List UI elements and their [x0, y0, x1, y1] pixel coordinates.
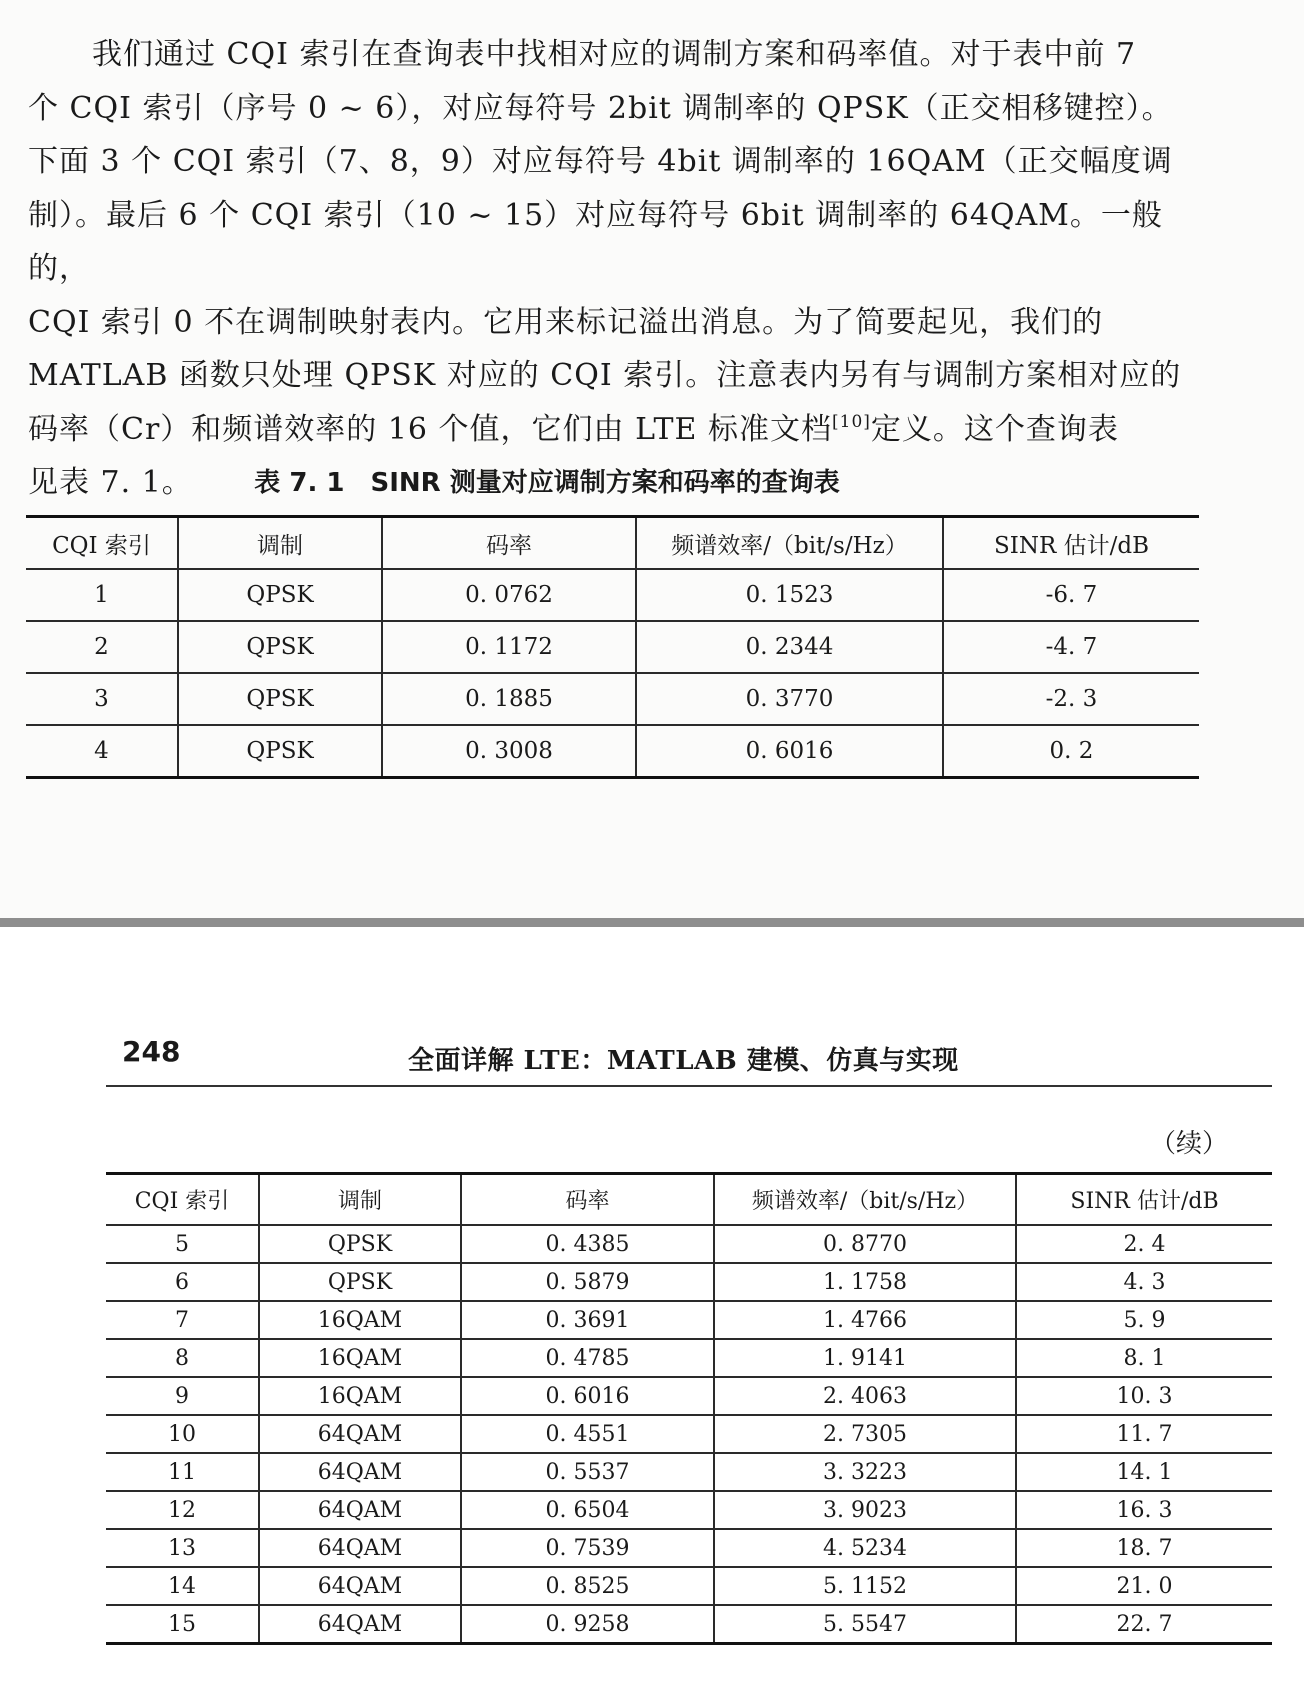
- paragraph-line: [28, 403, 1200, 457]
- cell-code-rate: 0. 4785: [461, 1339, 714, 1377]
- cell-spectral-efficiency: 4. 5234: [714, 1529, 1016, 1567]
- cell-spectral-efficiency: 0. 1523: [636, 569, 943, 621]
- cell-sinr: 2. 4: [1016, 1225, 1272, 1263]
- cell-sinr: 8. 1: [1016, 1339, 1272, 1377]
- cell-cqi: 11: [106, 1453, 259, 1491]
- cell-cqi: 8: [106, 1339, 259, 1377]
- cell-spectral-efficiency: 1. 4766: [714, 1301, 1016, 1339]
- table-row: [106, 1301, 1272, 1339]
- table-row: [106, 1339, 1272, 1377]
- cell-code-rate: 0. 8525: [461, 1567, 714, 1605]
- paragraph-line: 下面 3 个 CQI 索引（7、8，9）对应每符号 4bit 调制率的 16QAM（正交幅度调: [28, 144, 1173, 179]
- cell-cqi: 5: [106, 1225, 259, 1263]
- cqi-table-part2: [106, 1172, 1272, 1645]
- cell-modulation: QPSK: [259, 1225, 461, 1263]
- cell-sinr: 21. 0: [1016, 1567, 1272, 1605]
- cell-code-rate: 0. 7539: [461, 1529, 714, 1567]
- cell-sinr: 0. 2: [943, 725, 1199, 778]
- cell-spectral-efficiency: 2. 7305: [714, 1415, 1016, 1453]
- cell-sinr: 16. 3: [1016, 1491, 1272, 1529]
- cell-sinr: -4. 7: [943, 621, 1199, 673]
- cell-sinr: 18. 7: [1016, 1529, 1272, 1567]
- cell-spectral-efficiency: 1. 9141: [714, 1339, 1016, 1377]
- cell-cqi: 15: [106, 1605, 259, 1644]
- cell-spectral-efficiency: 3. 9023: [714, 1491, 1016, 1529]
- paragraph-line: 个 CQI 索引（序号 0 ~ 6），对应每符号 2bit 调制率的 QPSK（正交相移键控）。: [28, 90, 1173, 126]
- col-header-modulation: 调制: [178, 517, 382, 570]
- col-header-code-rate: 码率: [382, 517, 636, 570]
- cell-spectral-efficiency: 0. 2344: [636, 621, 943, 673]
- cqi-table-part1: [26, 515, 1199, 779]
- cell-modulation: 16QAM: [259, 1339, 461, 1377]
- cell-spectral-efficiency: 0. 8770: [714, 1225, 1016, 1263]
- paragraph-line: 制）。最后 6 个 CQI 索引（10 ~ 15）对应每符号 6bit 调制率的 64QAM。一般的，: [28, 197, 1163, 286]
- table-row: [106, 1453, 1272, 1491]
- cell-spectral-efficiency: 3. 3223: [714, 1453, 1016, 1491]
- table-caption: [0, 462, 1304, 499]
- col-header-sinr: SINR 估计/dB: [1016, 1174, 1272, 1226]
- cell-code-rate: 0. 6504: [461, 1491, 714, 1529]
- paragraph-text: 码率（Cr）和频谱效率的 16 个值，它们由 LTE 标准文档: [28, 411, 832, 447]
- cell-cqi: 10: [106, 1415, 259, 1453]
- cell-modulation: QPSK: [178, 621, 382, 673]
- col-header-spectral-efficiency: 频谱效率/（bit/s/Hz）: [714, 1174, 1016, 1226]
- cell-code-rate: 0. 3008: [382, 725, 636, 778]
- cell-spectral-efficiency: 0. 3770: [636, 673, 943, 725]
- cell-spectral-efficiency: 5. 1152: [714, 1567, 1016, 1605]
- cell-modulation: QPSK: [178, 569, 382, 621]
- cell-code-rate: 0. 6016: [461, 1377, 714, 1415]
- table-row: [106, 1225, 1272, 1263]
- col-header-spectral-efficiency: 频谱效率/（bit/s/Hz）: [636, 517, 943, 570]
- cell-code-rate: 0. 3691: [461, 1301, 714, 1339]
- table-header-row: [26, 517, 1199, 570]
- cell-modulation: 16QAM: [259, 1377, 461, 1415]
- cell-modulation: 64QAM: [259, 1529, 461, 1567]
- table-row: [26, 725, 1199, 778]
- running-head: 全面详解 LTE：MATLAB 建模、仿真与实现: [408, 1046, 959, 1076]
- cell-sinr: 11. 7: [1016, 1415, 1272, 1453]
- table-row: [106, 1263, 1272, 1301]
- cell-code-rate: 0. 4385: [461, 1225, 714, 1263]
- header-rule: [106, 1085, 1272, 1087]
- table-title: SINR 测量对应调制方案和码率的查询表: [370, 468, 840, 498]
- table-row: [26, 673, 1199, 725]
- cell-cqi: 12: [106, 1491, 259, 1529]
- table-row: [26, 621, 1199, 673]
- cell-modulation: QPSK: [178, 673, 382, 725]
- paragraph-line: CQI 索引 0 不在调制映射表内。它用来标记溢出消息。为了简要起见，我们的: [28, 304, 1104, 340]
- cell-spectral-efficiency: 0. 6016: [636, 725, 943, 778]
- cell-code-rate: 0. 5879: [461, 1263, 714, 1301]
- cell-cqi: 2: [26, 621, 178, 673]
- cell-spectral-efficiency: 2. 4063: [714, 1377, 1016, 1415]
- page-divider: [0, 918, 1304, 927]
- table-row: [106, 1605, 1272, 1644]
- cell-modulation: 64QAM: [259, 1491, 461, 1529]
- cell-cqi: 1: [26, 569, 178, 621]
- cell-code-rate: 0. 1885: [382, 673, 636, 725]
- cell-cqi: 9: [106, 1377, 259, 1415]
- table-row: [106, 1529, 1272, 1567]
- table-header-row: [106, 1174, 1272, 1226]
- cell-sinr: -2. 3: [943, 673, 1199, 725]
- cell-sinr: 10. 3: [1016, 1377, 1272, 1415]
- cell-code-rate: 0. 5537: [461, 1453, 714, 1491]
- cell-code-rate: 0. 0762: [382, 569, 636, 621]
- page-number: 248: [122, 1035, 181, 1068]
- table-row: [106, 1377, 1272, 1415]
- cell-sinr: -6. 7: [943, 569, 1199, 621]
- cell-modulation: 64QAM: [259, 1453, 461, 1491]
- cell-cqi: 6: [106, 1263, 259, 1301]
- body-paragraph: [28, 28, 1200, 510]
- table-row: [26, 569, 1199, 621]
- paragraph-line: MATLAB 函数只处理 QPSK 对应的 CQI 索引。注意表内另有与调制方案相对应的: [28, 358, 1182, 393]
- col-header-sinr: SINR 估计/dB: [943, 517, 1199, 570]
- cell-sinr: 4. 3: [1016, 1263, 1272, 1301]
- col-header-cqi: CQI 索引: [106, 1174, 259, 1226]
- cell-code-rate: 0. 1172: [382, 621, 636, 673]
- cell-cqi: 13: [106, 1529, 259, 1567]
- cell-modulation: QPSK: [259, 1263, 461, 1301]
- table-row: [106, 1567, 1272, 1605]
- cell-sinr: 5. 9: [1016, 1301, 1272, 1339]
- cell-cqi: 3: [26, 673, 178, 725]
- cell-spectral-efficiency: 5. 5547: [714, 1605, 1016, 1644]
- col-header-code-rate: 码率: [461, 1174, 714, 1226]
- col-header-modulation: 调制: [259, 1174, 461, 1226]
- cell-modulation: 64QAM: [259, 1567, 461, 1605]
- cell-spectral-efficiency: 1. 1758: [714, 1263, 1016, 1301]
- cell-cqi: 7: [106, 1301, 259, 1339]
- citation-reference: [10]: [832, 411, 871, 432]
- cell-code-rate: 0. 4551: [461, 1415, 714, 1453]
- cell-modulation: 64QAM: [259, 1605, 461, 1644]
- paragraph-line: 我们通过 CQI 索引在查询表中找相对应的调制方案和码率值。对于表中前 7: [92, 37, 1137, 72]
- cell-modulation: 16QAM: [259, 1301, 461, 1339]
- cell-cqi: 4: [26, 725, 178, 778]
- cell-sinr: 22. 7: [1016, 1605, 1272, 1644]
- cell-modulation: 64QAM: [259, 1415, 461, 1453]
- cell-code-rate: 0. 9258: [461, 1605, 714, 1644]
- cell-cqi: 14: [106, 1567, 259, 1605]
- table-row: [106, 1491, 1272, 1529]
- cell-modulation: QPSK: [178, 725, 382, 778]
- table-number: 表 7. 1: [254, 468, 345, 498]
- paragraph-text: 定义。这个查询表: [870, 411, 1119, 447]
- continued-label: （续）: [1150, 1129, 1229, 1159]
- cell-sinr: 14. 1: [1016, 1453, 1272, 1491]
- table-row: [106, 1415, 1272, 1453]
- paragraph-line: 见表 7. 1。: [28, 465, 193, 500]
- col-header-cqi: CQI 索引: [26, 517, 178, 570]
